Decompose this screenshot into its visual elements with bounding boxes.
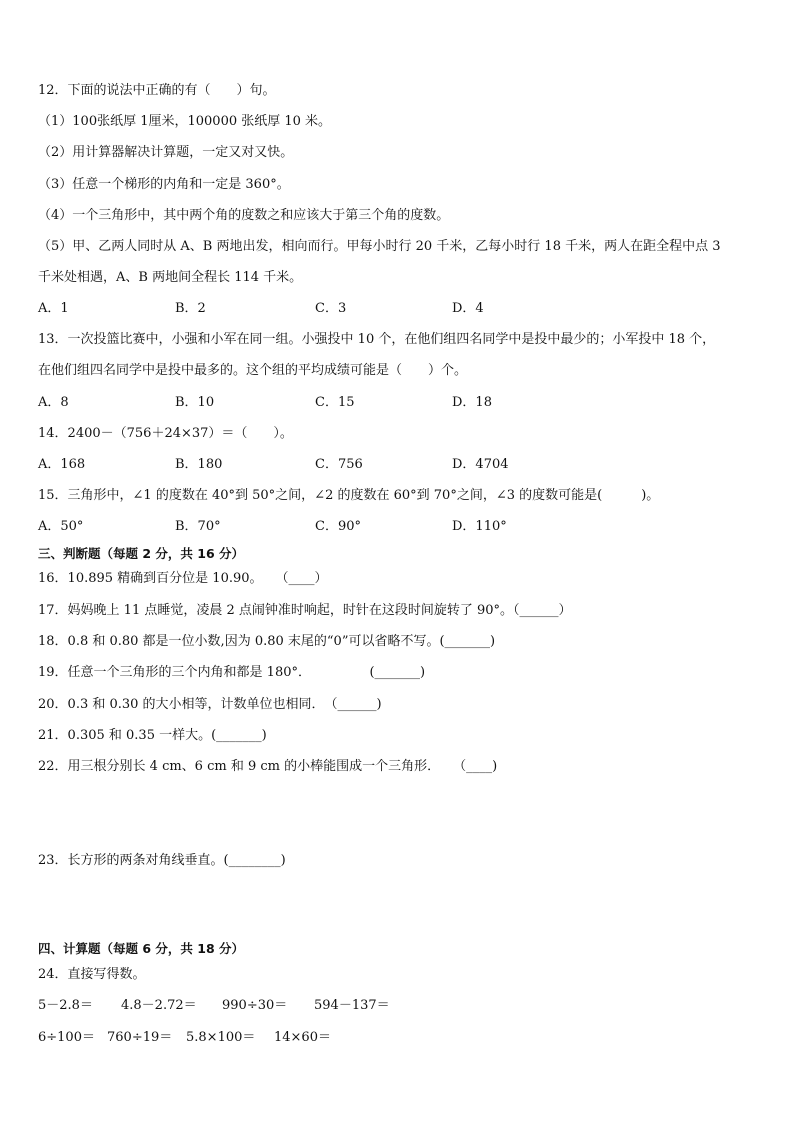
q13-option-a[interactable]: A．8 bbox=[38, 395, 69, 410]
q15-stem: 15．三角形中，∠1 的度数在 40°到 50°之间，∠2 的度数在 60°到 70°之间，∠3 的度数可能是( )。 bbox=[38, 488, 660, 503]
q24-row-1 bbox=[38, 997, 758, 1015]
q12-statement-3: （3）任意一个梯形的内角和一定是 360°。 bbox=[38, 177, 290, 192]
q22: 22．用三根分别长 4 cm、6 cm 和 9 cm 的小棒能围成一个三角形． （____) bbox=[38, 759, 498, 774]
q14-stem: 14．2400－（756＋24×37）＝（ ）。 bbox=[38, 426, 293, 441]
q18: 18．0.8 和 0.80 都是一位小数,因为 0.80 末尾的“0”可以省略不写。(_______) bbox=[38, 634, 496, 649]
calc-item: 760÷19＝ bbox=[107, 1030, 173, 1045]
q12-option-a[interactable]: A．1 bbox=[38, 301, 69, 316]
q23: 23．长方形的两条对角线垂直。(________) bbox=[38, 853, 286, 868]
q15-options bbox=[38, 518, 758, 536]
q15-option-b[interactable]: B．70° bbox=[175, 519, 221, 534]
section-3-heading: 三、判断题（每题 2 分，共 16 分） bbox=[38, 546, 245, 561]
calc-item: 4.8－2.72＝ bbox=[121, 998, 197, 1013]
q13-option-d[interactable]: D．18 bbox=[452, 395, 492, 410]
q13-options bbox=[38, 394, 758, 412]
calc-item: 5.8×100＝ bbox=[186, 1030, 256, 1045]
q16: 16．10.895 精确到百分位是 10.90。 （____） bbox=[38, 571, 328, 586]
calc-item: 14×60＝ bbox=[274, 1030, 331, 1045]
section-4-heading: 四、计算题（每题 6 分，共 18 分） bbox=[38, 941, 245, 956]
q12-option-b[interactable]: B．2 bbox=[175, 301, 206, 316]
q12-statement-5a: （5）甲、乙两人同时从 A、B 两地出发，相向而行。甲每小时行 20 千米，乙每小时行 18 千米，两人在距全程中点 3 bbox=[38, 239, 721, 254]
q14-option-d[interactable]: D．4704 bbox=[452, 457, 509, 472]
q12-options bbox=[38, 300, 758, 318]
q12-option-c[interactable]: C．3 bbox=[315, 301, 347, 316]
q12-statement-1: （1）100张纸厚 1厘米，100000 张纸厚 10 米。 bbox=[38, 114, 332, 129]
q24-stem: 24．直接写得数。 bbox=[38, 967, 146, 982]
q14-option-a[interactable]: A．168 bbox=[38, 457, 86, 472]
q13-option-c[interactable]: C．15 bbox=[315, 395, 355, 410]
calc-item: 6÷100＝ bbox=[38, 1030, 95, 1045]
q19: 19．任意一个三角形的三个内角和都是 180°． (_______) bbox=[38, 665, 426, 680]
q12-statement-2: （2）用计算器解决计算题，一定又对又快。 bbox=[38, 145, 294, 160]
q12-option-d[interactable]: D．4 bbox=[452, 301, 484, 316]
q20: 20．0.3 和 0.30 的大小相等，计数单位也相同． （______) bbox=[38, 697, 382, 712]
q12-statement-4: （4）一个三角形中，其中两个角的度数之和应该大于第三个角的度数。 bbox=[38, 208, 450, 223]
calc-item: 990÷30＝ bbox=[222, 998, 288, 1013]
calc-item: 5－2.8＝ bbox=[38, 998, 93, 1013]
q12-stem: 12．下面的说法中正确的有（ ）句。 bbox=[38, 83, 276, 98]
q24-row-2 bbox=[38, 1029, 758, 1047]
q21: 21．0.305 和 0.35 一样大。(_______) bbox=[38, 728, 267, 743]
q15-option-c[interactable]: C．90° bbox=[315, 519, 361, 534]
q13-stem-b: 在他们组四名同学中是投中最多的。这个组的平均成绩可能是（ ）个。 bbox=[38, 363, 468, 378]
calc-item: 594－137＝ bbox=[314, 998, 390, 1013]
q12-statement-5b: 千米处相遇，A、B 两地间全程长 114 千米。 bbox=[38, 270, 303, 285]
q13-stem-a: 13．一次投篮比赛中，小强和小军在同一组。小强投中 10 个，在他们组四名同学中是投中最少的；小军投中 18 个， bbox=[38, 332, 716, 347]
q14-option-c[interactable]: C．756 bbox=[315, 457, 363, 472]
q15-option-a[interactable]: A．50° bbox=[38, 519, 84, 534]
q14-option-b[interactable]: B．180 bbox=[175, 457, 223, 472]
q14-options bbox=[38, 456, 758, 474]
q15-option-d[interactable]: D．110° bbox=[452, 519, 507, 534]
q17: 17．妈妈晚上 11 点睡觉，凌晨 2 点闹钟准时响起，时针在这段时间旋转了 90°。（______） bbox=[38, 603, 572, 618]
q13-option-b[interactable]: B．10 bbox=[175, 395, 215, 410]
